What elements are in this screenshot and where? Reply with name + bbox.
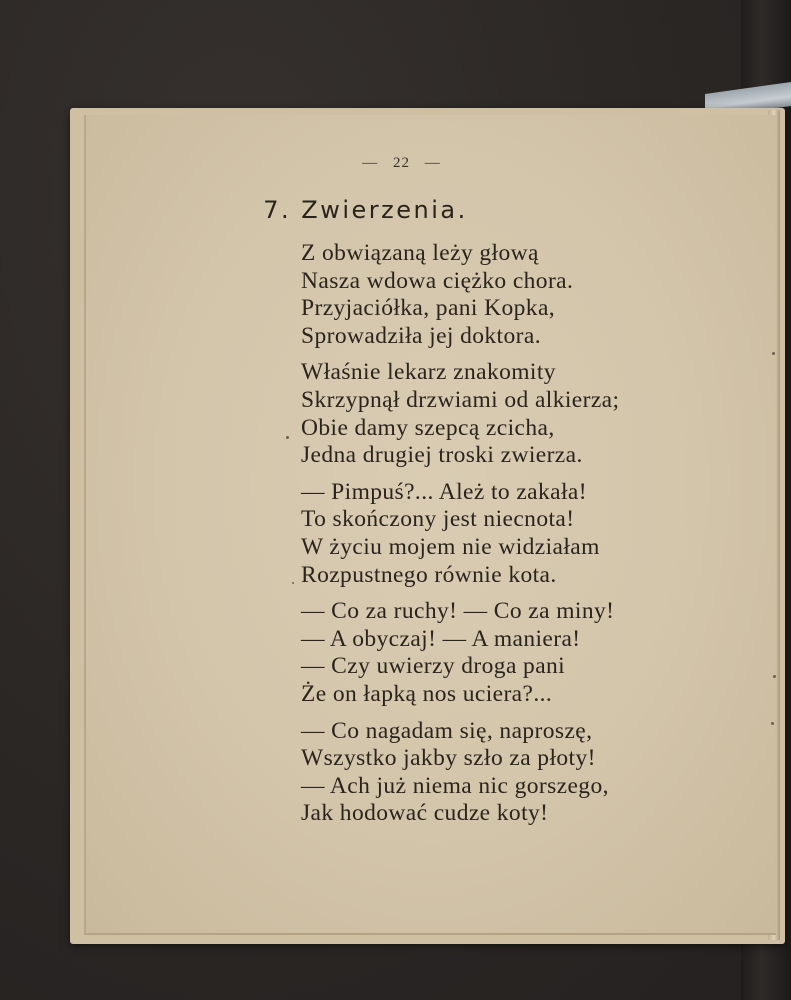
paper-speck xyxy=(772,352,775,355)
poem-line: Skrzypnął drzwiami od alkierza; xyxy=(301,386,620,413)
poem-line: — Czy uwierzy droga pani xyxy=(301,653,566,680)
poem-line: Że on łapką nos uciera?... xyxy=(301,680,553,707)
poem-line: W życiu mojem nie widziałam xyxy=(301,533,600,560)
poem-line: To skończony jest niecnota! xyxy=(301,506,575,533)
poem-title: 7. Zwierzenia. xyxy=(263,196,468,224)
page-number-dash-left: — xyxy=(362,155,379,171)
stanza xyxy=(301,718,721,828)
paper-speck xyxy=(773,675,776,678)
page-number xyxy=(0,155,791,172)
poem-line: Nasza wdowa ciężko chora. xyxy=(301,267,574,294)
stanza xyxy=(301,598,721,708)
poem-line: Wszystko jakby szło za płoty! xyxy=(301,745,596,772)
page-number-value: 22 xyxy=(393,155,410,171)
paper-speck xyxy=(292,582,294,584)
poem-line: Jedna drugiej troski zwierza. xyxy=(301,442,583,469)
paper-speck xyxy=(286,436,289,439)
poem-line: Właśnie lekarz znakomity xyxy=(301,359,556,386)
poem-body xyxy=(301,240,721,837)
poem-line: Rozpustnego równie kota. xyxy=(301,561,557,588)
poem-line: Z obwiązaną leży głową xyxy=(301,240,539,266)
poem-line: — Co nagadam się, naproszę, xyxy=(301,717,593,744)
poem-line: Sprowadziła jej doktora. xyxy=(301,322,541,349)
poem-line: Obie damy szepcą zcicha, xyxy=(301,414,555,441)
poem-line: — Pimpuś?... Ależ to zakała! xyxy=(301,478,587,505)
page-number-dash-right: — xyxy=(424,155,441,171)
poem-line: — A obyczaj! — A maniera! xyxy=(301,625,581,652)
poem-line: Przyjaciółka, pani Kopka, xyxy=(301,295,556,322)
poem-line: — Ach już niema nic gorszego, xyxy=(301,772,609,799)
stanza xyxy=(301,359,721,469)
paper-speck xyxy=(771,722,774,725)
poem-line: Jak hodować cudze koty! xyxy=(301,800,549,827)
stanza xyxy=(301,240,721,350)
poem-line: — Co za ruchy! — Co za miny! xyxy=(301,598,615,625)
stanza xyxy=(301,479,721,589)
